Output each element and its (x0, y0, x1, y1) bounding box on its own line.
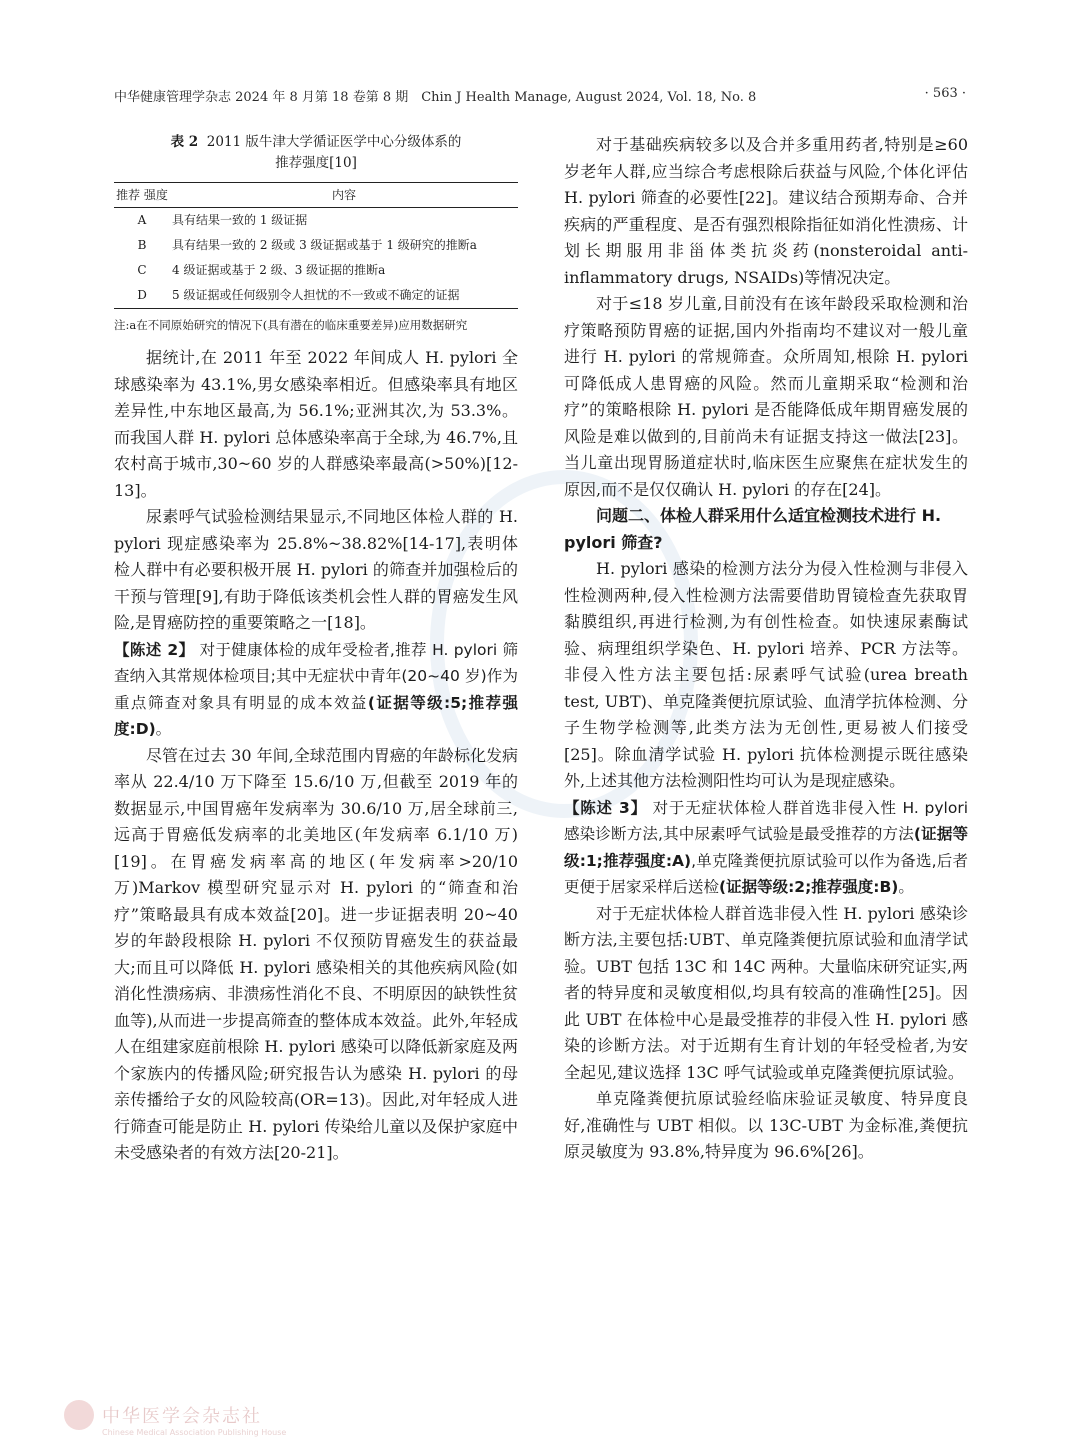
grade-table (114, 182, 518, 309)
paragraph: H. pylori 感染的检测方法分为侵入性检测与非侵入性检测两种,侵入性检测方法需要借助胃镜检查先获取胃黏膜组织,再进行检测,为有创性检查。如快速尿素酶试验、病理组织学染色、H. pylori 培养、PCR 方法等。非侵入性方法主要包括:尿素呼气试验(urea breath test, UBT)、单克隆粪便抗原试验、血清学抗体检测、分子生物学检测等,此类方法为无创性,更易被人们接受[25]。除血清学试验 H. pylori 抗体检测提示既往感染外,上述其他方法检测阳性均可认为是现症感染。 (564, 559, 968, 790)
page-number: · 563 · (924, 86, 966, 101)
table-row (114, 258, 518, 283)
table-row (114, 283, 518, 309)
grade-cell: C (137, 263, 147, 277)
table-note: 注:a在不同原始研究的情况下(具有潜在的临床重要差异)应用数据研究 (114, 318, 468, 332)
paragraph: 对于≤18 岁儿童,目前没有在该年龄段采取检测和治疗策略预防胃癌的证据,国内外指南均不建议对一般儿童进行 H. pylori 的常规筛查。众所周知,根除 H. pylori 可降低成人患胃癌的风险。然而儿童期采取“检测和治疗”的策略根除 H. pylori 是否能降低成年期胃癌发展的风险是难以做到的,目前尚未有证据支持这一做法[23]。当儿童出现胃肠道症状时,临床医生应聚焦在症状发生的原因,而不是仅仅确认 H. pylori 的存在[24]。 (564, 294, 968, 499)
statement-text: 对于无症状体检人群首选非侵入性 H. pylori 感染诊断方法,其中尿素呼气试验是最受推荐的方法 (564, 798, 968, 843)
publisher-watermark (102, 1402, 286, 1437)
table-title-line2: 推荐强度[10] (275, 155, 357, 171)
running-head (114, 86, 966, 105)
statement-text: 对于健康体检的成年受检者,推荐 H. pylori 筛查纳入其常规体检项目;其中无症状中青年(20~40 岁)作为重点筛查对象具有明显的成本效益 (114, 640, 518, 712)
paragraph: 对于无症状体检人群首选非侵入性 H. pylori 感染诊断方法,主要包括:UBT、单克隆粪便抗原试验和血清学试验。UBT 包括 13C 和 14C 两种。大量临床研究证实,两者的特异度和灵敏度相似,均具有较高的准确性[25]。因此 UBT 在体检中心是最受推荐的非侵入性 H. pylori 感染的诊断方法。对于近期有生育计划的年轻受检者,为安全起见,建议选择 13C 呼气试验或单克隆粪便抗原试验。 (564, 903, 968, 1082)
content-cell: 5 级证据或任何级别令人担忧的不一致或不确定的证据 (170, 283, 518, 309)
table-row (114, 208, 518, 234)
evidence-level: (证据等级:2;推荐强度:B) (719, 878, 899, 896)
content-cell: 4 级证据或基于 2 级、3 级证据的推断a (172, 263, 386, 277)
statement-label: 【陈述 2】 (114, 640, 195, 659)
publisher-name: 中华医学会杂志社 (102, 1406, 262, 1427)
table-title-line1: 2011 版牛津大学循证医学中心分级体系的 (206, 134, 462, 150)
table-label: 表 2 (170, 134, 199, 150)
table-title (114, 132, 518, 174)
evidence-level: (证据等级:1;推荐强度:A) (564, 825, 968, 870)
grade-cell: D (114, 283, 170, 309)
paragraph: 尽管在过去 30 年间,全球范围内胃癌的年龄标化发病率从 22.4/10 万下降至 15.6/10 万,但截至 2019 年的数据显示,中国胃癌年发病率为 30.6/10 万,居全球前三,远高于胃癌低发病率的北美地区(年发病率 6.1/10 万)[19]。在胃癌发病率高的地区(年发病率>20/10 万)Markov 模型研究显示对 H. pylori 的“筛查和治疗”策略最具有成本效益[20]。进一步证据表明 20~40 岁的年龄段根除 H. pylori 不仅预防胃癌发生的获益最大;而且可以降低 H. pylori 感染相关的其他疾病风险(如消化性溃疡病、非溃疡性消化不良、不明原因的缺铁性贫血等),从而进一步提高筛查的整体成本效益。此外,年轻成人在组建家庭前根除 H. pylori 感染可以降低新家庭及两个家族内的传播风险;研究报告认为感染 H. pylori 的母亲传播给子女的风险较高(OR=13)。因此,对年轻成人进行筛查可能是防止 H. pylori 传染给儿童以及保护家庭中未受感染者的有效方法[20-21]。 (114, 745, 518, 1162)
publisher-name-en: Chinese Medical Association Publishing House (102, 1428, 287, 1437)
evidence-level: (证据等级:5;推荐强度:D) (114, 693, 518, 738)
table-header-content: 内容 (170, 183, 518, 208)
left-column (114, 132, 518, 1167)
statement-label: 【陈述 3】 (564, 798, 647, 817)
paragraph: 单克隆粪便抗原试验经临床验证灵敏度、特异度良好,准确性与 UBT 相似。以 13C-UBT 为金标准,粪便抗原灵敏度为 93.8%,特异度为 96.6%[26]。 (564, 1089, 968, 1161)
statement-text-2: ,单克隆粪便抗原试验可以作为备选,后者更便于居家采样后送检 (564, 851, 968, 896)
statement-end: 。 (155, 720, 172, 738)
table-row (114, 233, 518, 258)
paragraph: 尿素呼气试验检测结果显示,不同地区体检人群的 H. pylori 现症感染率为 25.8%~38.82%[14-17],表明体检人群中有必要积极开展 H. pylori 的筛查并加强检后的干预与管理[9],有助于降低该类机会性人群的胃癌发生风险,是胃癌防控的重要策略之一[18]。 (114, 507, 518, 632)
paragraph: 据统计,在 2011 年至 2022 年间成人 H. pylori 全球感染率为 43.1%,男女感染率相近。但感染率具有地区差异性,中东地区最高,为 56.1%;亚洲其次,为 53.3%。而我国人群 H. pylori 总体感染率高于全球,为 46.7%,且农村高于城市,30~60 岁的人群感染率最高(>50%)[12-13]。 (114, 348, 518, 500)
right-column (564, 132, 968, 1166)
grade-cell: B (137, 238, 147, 252)
table-header-grade: 推荐 强度 (114, 183, 170, 208)
statement-3 (564, 795, 968, 901)
journal-citation: 中华健康管理学杂志 2024 年 8 月第 18 卷第 8 期 Chin J Health Manage, August 2024, Vol. 18, No. 8 (114, 90, 757, 105)
content-cell: 具有结果一致的 2 级或 3 级证据或基于 1 级研究的推断a (172, 238, 477, 252)
grade-cell: A (137, 213, 147, 227)
statement-end: 。 (898, 878, 914, 896)
section-heading: 问题二、体检人群采用什么适宜检测技术进行 H. pylori 筛查? (564, 506, 942, 552)
publisher-logo-icon (64, 1400, 94, 1430)
statement-2 (114, 637, 518, 743)
content-cell: 具有结果一致的 1 级证据 (172, 213, 308, 227)
paragraph: 对于基础疾病较多以及合并多重用药者,特别是≥60 岁老年人群,应当综合考虑根除后获益与风险,个体化评估 H. pylori 筛查的必要性[22]。建议结合预期寿命、合并疾病的严重程度、是否有强烈根除指征如消化性溃疡、计划长期服用非甾体类抗炎药(nonsteroidal anti-inflammatory drugs, NSAIDs)等情况决定。 (564, 135, 968, 287)
